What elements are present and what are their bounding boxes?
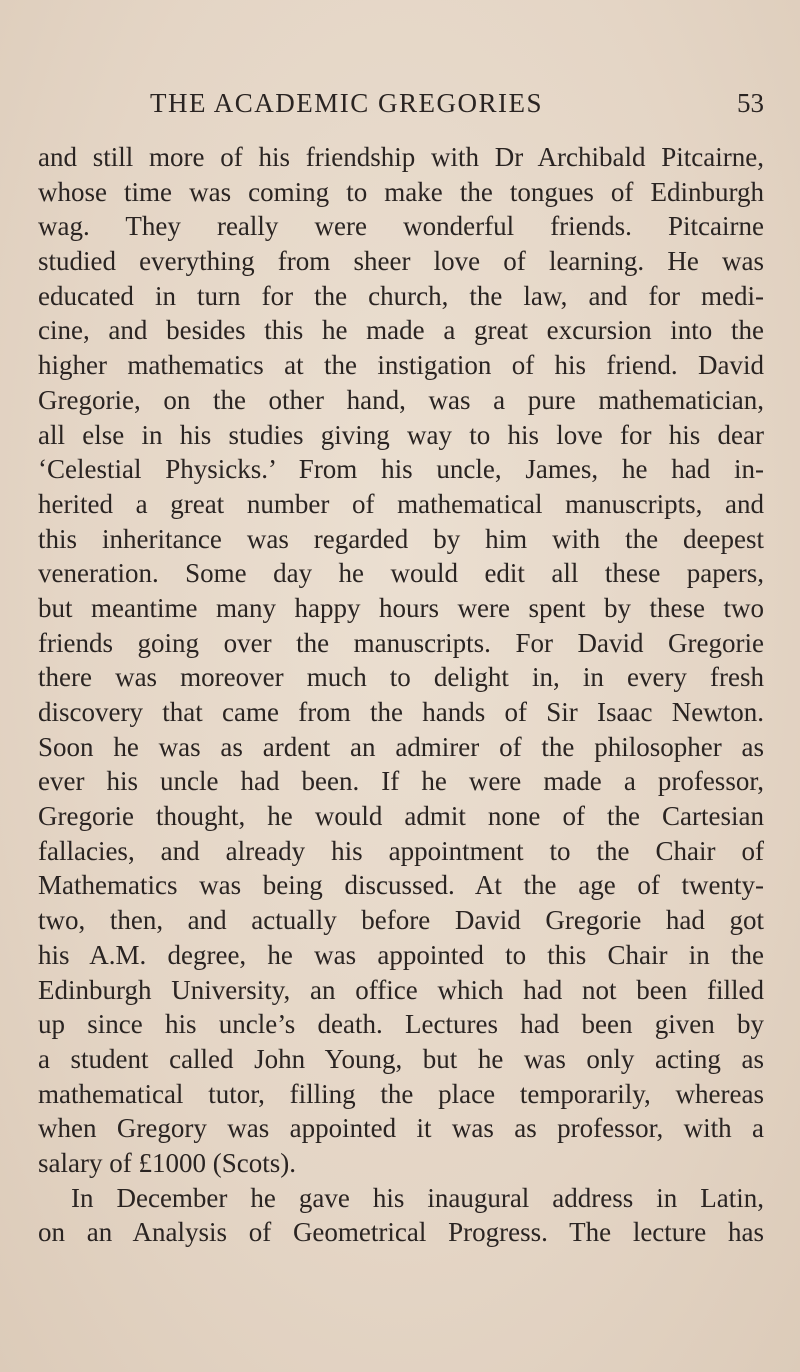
running-title: THE ACADEMIC GREGORIES [150,88,544,118]
text-line: ever his uncle had been. If he were made a professor, [38,766,764,797]
text-line: whose time was coming to make the tongues of Edinburgh [38,176,764,207]
text-line: educated in turn for the church, the law, and for medi- [38,280,764,311]
text-line: and still more of his friendship with Dr Archibald Pitcairne, [38,142,764,172]
text-line: Mathematics was being discussed. At the age of twenty- [38,870,764,901]
text-line: salary of £1000 (Scots). [38,1147,296,1178]
text-line: Edinburgh University, an office which had not been filled [38,974,764,1005]
text-line: In December he gave his inaugural address in Latin, [71,1182,764,1213]
book-page [38,0,764,1372]
text-line: ‘Celestial Physicks.’ From his uncle, James, he had in- [38,454,764,485]
body-text [38,140,764,1250]
text-line: when Gregory was appointed it was as professor, with a [38,1113,764,1144]
text-line: fallacies, and already his appointment to the Chair of [38,835,764,866]
page-number: 53 [737,88,764,118]
text-line: this inheritance was regarded by him with the deepest [38,523,764,554]
text-line: his A.M. degree, he was appointed to this Chair in the [38,939,764,970]
text-line: two, then, and actually before David Gregorie had got [38,905,764,936]
text-line: Gregorie thought, he would admit none of the Cartesian [38,801,764,832]
running-head [38,88,764,124]
text-line: mathematical tutor, filling the place temporarily, whereas [38,1078,764,1109]
text-line: Gregorie, on the other hand, was a pure mathematician, [38,384,764,415]
text-line: up since his uncle’s death. Lectures had been given by [38,1009,764,1040]
text-line: higher mathematics at the instigation of his friend. David [38,350,764,381]
text-line: cine, and besides this he made a great excursion into the [38,315,764,346]
text-line: wag. They really were wonderful friends. Pitcairne [38,211,764,242]
text-line: on an Analysis of Geometrical Progress. The lecture has [38,1217,764,1248]
text-line: but meantime many happy hours were spent by these two [38,592,764,623]
text-line: there was moreover much to delight in, in every fresh [38,662,764,693]
text-line: veneration. Some day he would edit all these papers, [38,558,764,589]
text-line: all else in his studies giving way to his love for his dear [38,419,764,450]
text-line: discovery that came from the hands of Sir Isaac Newton. [38,697,764,727]
text-line: herited a great number of mathematical manuscripts, and [38,488,764,519]
text-line: studied everything from sheer love of learning. He was [38,246,764,277]
text-line: friends going over the manuscripts. For David Gregorie [38,627,764,658]
text-line: a student called John Young, but he was only acting as [38,1043,764,1074]
text-line: Soon he was as ardent an admirer of the philosopher as [38,731,764,762]
